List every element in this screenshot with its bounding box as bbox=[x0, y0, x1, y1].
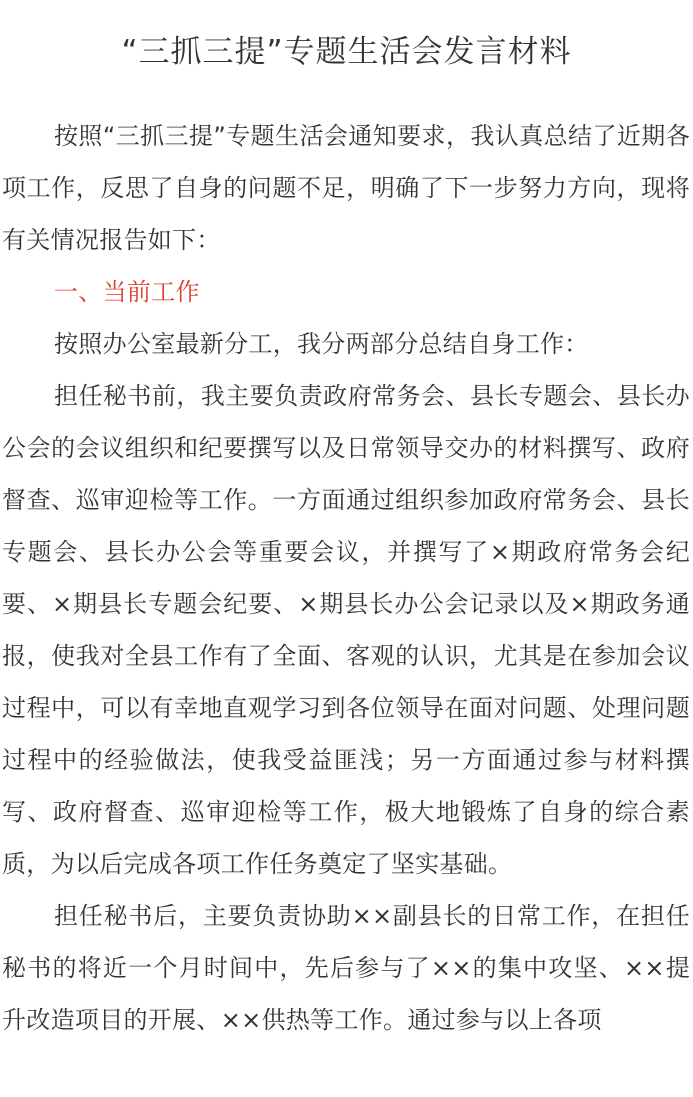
section-heading-current-work: 一、当前工作 bbox=[54, 278, 200, 306]
paragraph-intro: 按照“三抓三提”专题生活会通知要求，我认真总结了近期各项工作，反思了自身的问题不足，明确了下一步努力方向，现将有关情况报告如下： bbox=[2, 122, 690, 254]
document-title: “三抓三提”专题生活会发言材料 bbox=[121, 34, 572, 70]
paragraph-before-secretary: 担任秘书前，我主要负责政府常务会、县长专题会、县长办公会的会议组织和纪要撰写以及日常领导交办的材料撰写、政府督查、巡审迎检等工作。一方面通过组织参加政府常务会、县长专题会、县长办公会等重要会议，并撰写了×期政府常务会纪要、×期县长专题会纪要、×期县长办公会记录以及×期政务通报，使我对全县工作有了全面、客观的认识，尤其是在参加会议过程中，可以有幸地直观学习到各位领导在面对问题、处理问题过程中的经验做法，使我受益匪浅；另一方面通过参与材料撰写、政府督查、巡审迎检等工作，极大地锻炼了自身的综合素质，为以后完成各项工作任务奠定了坚实基础。 bbox=[2, 382, 690, 878]
paragraph-after-secretary: 担任秘书后，主要负责协助××副县长的日常工作，在担任秘书的将近一个月时间中，先后参与了××的集中攻坚、××提升改造项目的开展、××供热等工作。通过参与以上各项 bbox=[2, 902, 690, 1034]
paragraph-division: 按照办公室最新分工，我分两部分总结自身工作： bbox=[54, 330, 589, 358]
document-body bbox=[2, 110, 690, 1046]
